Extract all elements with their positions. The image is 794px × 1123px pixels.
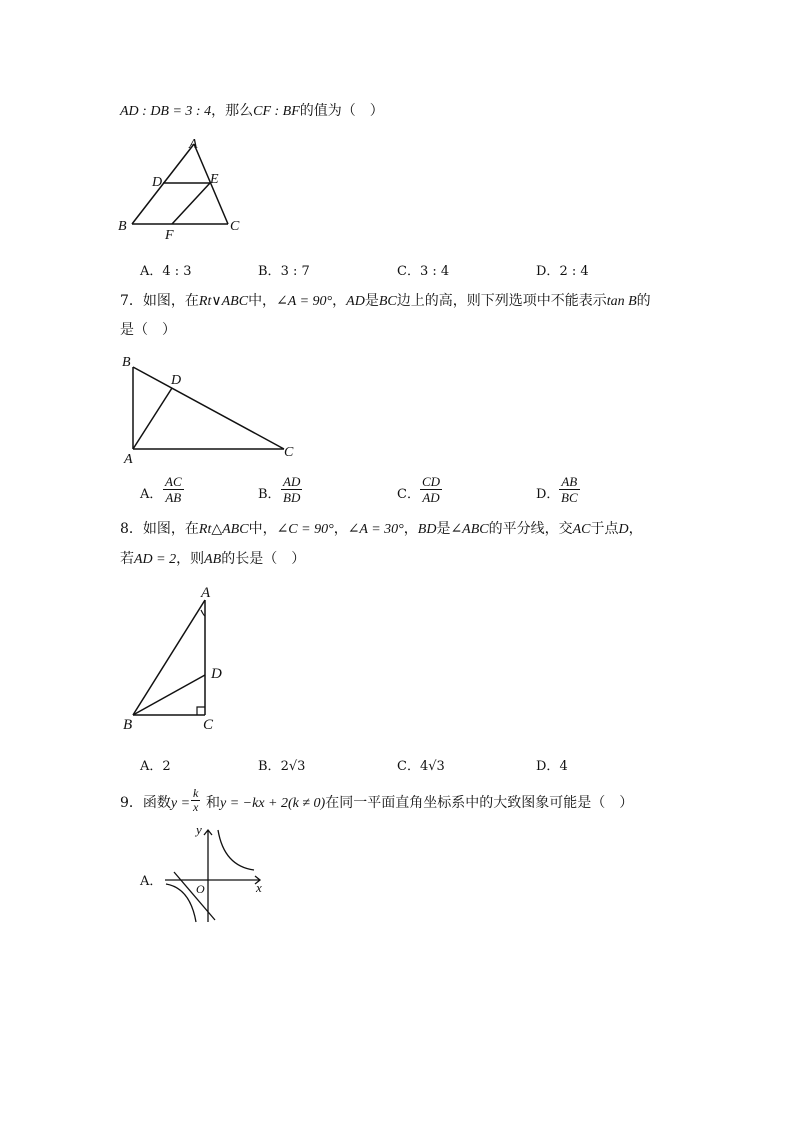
q6-segment-ef bbox=[172, 183, 210, 224]
q8-side-ab bbox=[133, 600, 205, 715]
hyperbola-branch-q3 bbox=[166, 884, 196, 922]
q7-option-d-fraction: $\frac{AB}{BC}$ bbox=[561, 474, 578, 505]
q9-label-y: y bbox=[196, 822, 202, 837]
q7-option-d-letter: D． bbox=[536, 487, 560, 502]
q6-label-c: C bbox=[230, 219, 240, 234]
q8-option-c: C．4√3 bbox=[397, 759, 445, 774]
q9-label-x: x bbox=[256, 880, 262, 895]
q6-ratio-given: AD : DB = 3 : 4 bbox=[120, 104, 212, 119]
q9-number-and-lead: 9．函数y = bbox=[120, 795, 191, 811]
q8-option-a: A．2 bbox=[140, 759, 171, 774]
q8-option-d: D．4 bbox=[536, 759, 568, 774]
q6-figure bbox=[110, 132, 260, 242]
q7-label-c: C bbox=[284, 445, 294, 460]
q6-ratio-asked: CF : BF bbox=[253, 104, 300, 119]
q8-bisector-bd bbox=[133, 675, 205, 715]
q6-option-d: D．2 : 4 bbox=[536, 264, 589, 279]
q6-label-e: E bbox=[210, 172, 219, 187]
q7-label-d: D bbox=[171, 373, 182, 388]
q8-label-c: C bbox=[203, 717, 214, 733]
q7-option-c-letter: C． bbox=[397, 487, 420, 502]
q7-side-bc bbox=[133, 367, 284, 449]
q9-stem-rest: 和y = −kx + 2(k ≠ 0)在同一平面直角坐标系中的大致图象可能是（ ） bbox=[206, 795, 634, 811]
hyperbola-branch-q1 bbox=[218, 830, 254, 870]
q8-label-b: B bbox=[123, 717, 133, 733]
q7-label-b: B bbox=[122, 355, 131, 370]
q8-right-angle-mark bbox=[197, 707, 205, 715]
q8-stem-line1: 8．如图，在Rt△ABC中，∠C = 90°，∠A = 30°，BD是∠ABC的平分线，交AC于点D， bbox=[120, 521, 643, 537]
q6-label-b: B bbox=[118, 219, 127, 234]
q9-label-origin: O bbox=[196, 882, 205, 896]
q9-option-a-graph bbox=[160, 822, 270, 927]
q7-figure bbox=[112, 348, 312, 468]
q8-label-a: A bbox=[201, 585, 211, 601]
q7-label-a: A bbox=[124, 452, 133, 467]
q8-label-d: D bbox=[211, 666, 222, 682]
q7-option-c-fraction: $\frac{CD}{AD}$ bbox=[422, 474, 441, 505]
q7-option-a-fraction: $\frac{AC}{AB}$ bbox=[165, 474, 182, 505]
q8-figure bbox=[115, 580, 235, 740]
q6-label-a: A bbox=[189, 137, 198, 152]
q6-option-a: A．4 : 3 bbox=[140, 264, 192, 279]
q7-stem-line2: 是（ ） bbox=[120, 322, 176, 338]
q9-option-a-letter: A． bbox=[140, 874, 163, 889]
q7-option-a-letter: A． bbox=[140, 487, 163, 502]
q7-option-b-letter: B． bbox=[258, 487, 281, 502]
q6-side-ab bbox=[132, 144, 194, 224]
q6-label-d: D bbox=[152, 175, 163, 190]
q6-option-c: C．3 : 4 bbox=[397, 264, 450, 279]
q8-stem-line2: 若AD = 2，则AB的长是（ ） bbox=[120, 551, 306, 567]
q7-altitude-ad bbox=[133, 388, 172, 449]
q7-stem-line1: 7．如图，在Rt∨ABC中，∠A = 90°，AD是BC边上的高，则下列选项中不能表示tan B的 bbox=[120, 293, 651, 309]
q8-option-b: B．2√3 bbox=[258, 759, 306, 774]
q6-option-b: B．3 : 7 bbox=[258, 264, 310, 279]
q6-label-f: F bbox=[165, 228, 174, 242]
q6-stem: AD : DB = 3 : 4，那么CF : BF的值为（ ） bbox=[120, 103, 384, 119]
q7-option-b-fraction: $\frac{AD}{BD}$ bbox=[283, 474, 301, 505]
q9-fraction-k-over-x: $\frac{k}{x}$ bbox=[193, 786, 199, 814]
